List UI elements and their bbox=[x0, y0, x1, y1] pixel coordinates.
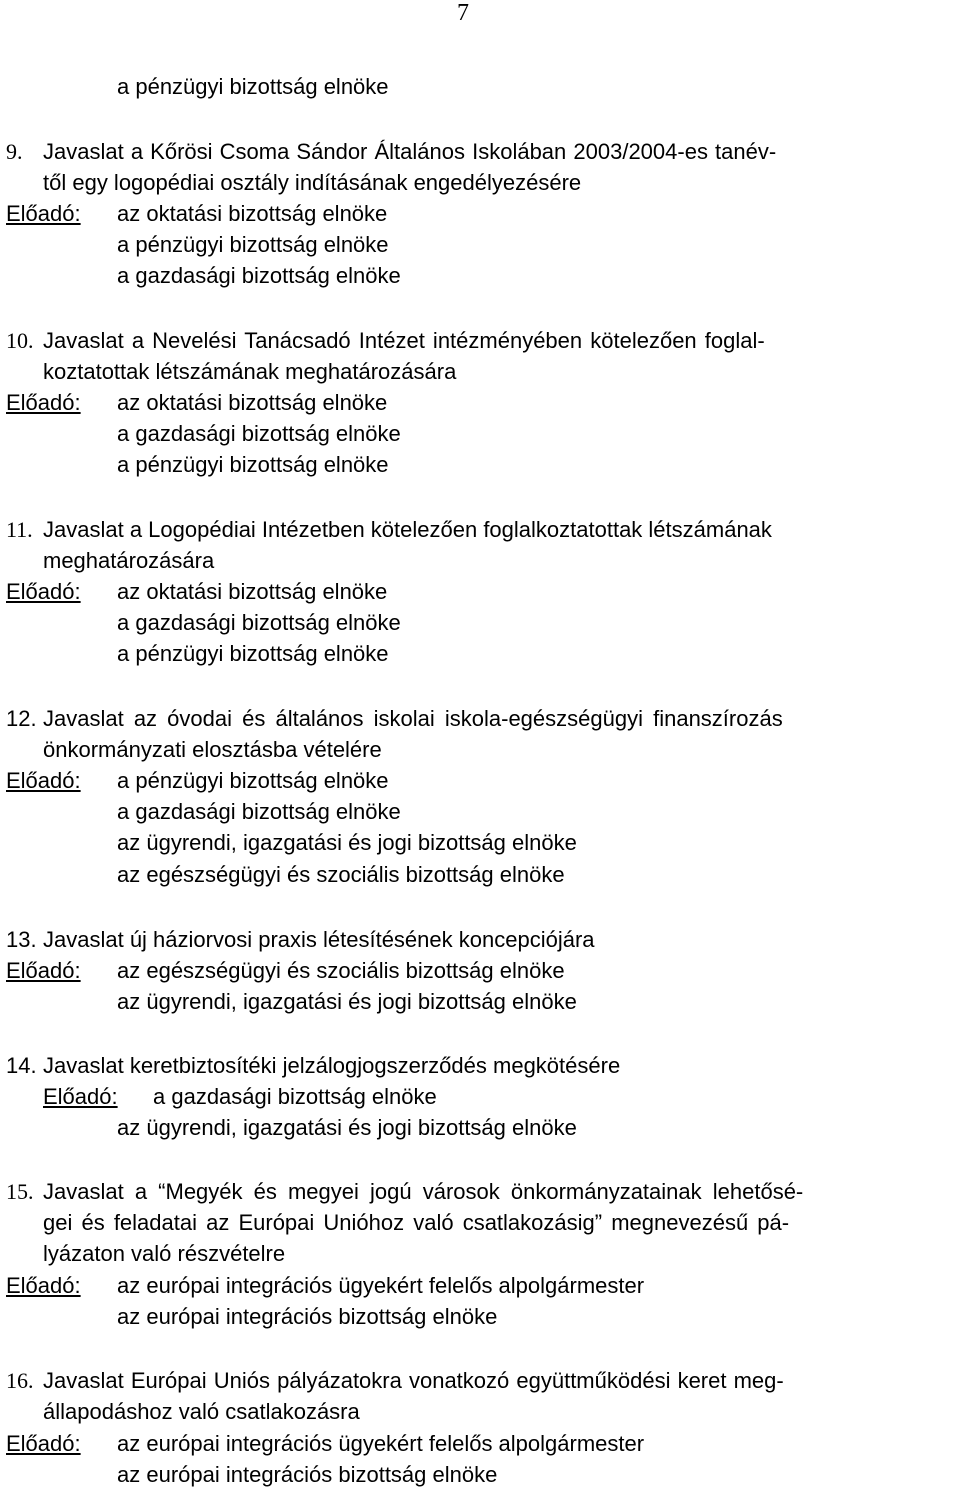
item-title-line: gei és feladatai az Európai Unióhoz való csatlakozásig” megnevezésű pá- bbox=[43, 1210, 790, 1235]
presenter-label: Előadó: bbox=[6, 1431, 81, 1456]
item-title-line: koztatottak létszámának meghatározására bbox=[43, 359, 457, 384]
item-title-line: meghatározására bbox=[43, 548, 215, 573]
presenter-label: Előadó: bbox=[6, 390, 81, 415]
item-title-line: Javaslat új háziorvosi praxis létesítésének koncepciójára bbox=[43, 927, 595, 952]
presenter: a pénzügyi bizottság elnöke bbox=[117, 641, 389, 666]
presenter: a pénzügyi bizottság elnöke bbox=[117, 232, 389, 257]
presenter: az oktatási bizottság elnöke bbox=[117, 579, 388, 604]
presenter: az európai integrációs ügyekért felelős alpolgármester bbox=[117, 1273, 645, 1298]
item-title-line: Javaslat az óvodai és általános iskolai iskola-egészségügyi finanszírozás bbox=[43, 706, 783, 731]
item-title-line: Javaslat a Nevelési Tanácsadó Intézet intézményében kötelezően foglal- bbox=[43, 328, 765, 353]
item-number: 13. bbox=[6, 927, 37, 952]
item-title-line: Javaslat a Logopédiai Intézetben kötelezően foglalkoztatottak létszámának bbox=[43, 517, 772, 542]
item-number: 14. bbox=[6, 1053, 37, 1078]
presenter-label: Előadó: bbox=[6, 1273, 81, 1298]
presenter: az oktatási bizottság elnöke bbox=[117, 390, 388, 415]
presenter-label: Előadó: bbox=[6, 958, 81, 983]
presenter-label: Előadó: bbox=[43, 1084, 118, 1109]
presenter: az egészségügyi és szociális bizottság elnöke bbox=[117, 958, 565, 983]
item-title-line: lyázaton való részvételre bbox=[43, 1241, 286, 1266]
presenter: a gazdasági bizottság elnöke bbox=[117, 799, 401, 824]
item-number: 15. bbox=[6, 1179, 34, 1204]
top-presenter: a pénzügyi bizottság elnöke bbox=[117, 74, 389, 99]
presenter: a gazdasági bizottság elnöke bbox=[153, 1084, 437, 1109]
item-title-line: állapodáshoz való csatlakozásra bbox=[43, 1399, 360, 1424]
presenter: a pénzügyi bizottság elnöke bbox=[117, 452, 389, 477]
item-number: 9. bbox=[6, 139, 23, 164]
presenter: az európai integrációs bizottság elnöke bbox=[117, 1304, 498, 1329]
presenter: a gazdasági bizottság elnöke bbox=[117, 263, 401, 288]
presenter: az oktatási bizottság elnöke bbox=[117, 201, 388, 226]
presenter: a gazdasági bizottság elnöke bbox=[117, 421, 401, 446]
presenter: az egészségügyi és szociális bizottság elnöke bbox=[117, 862, 565, 887]
presenter: a pénzügyi bizottság elnöke bbox=[117, 768, 389, 793]
item-number: 11. bbox=[6, 517, 33, 542]
item-number: 12. bbox=[6, 706, 37, 731]
item-title-line: Javaslat Európai Uniós pályázatokra vonatkozó együttműködési keret meg- bbox=[43, 1368, 784, 1393]
item-title-line: Javaslat a “Megyék és megyei jogú városok önkormányzatainak lehetősé- bbox=[43, 1179, 804, 1204]
presenter: az ügyrendi, igazgatási és jogi bizottság elnöke bbox=[117, 1115, 577, 1140]
presenter: az európai integrációs ügyekért felelős alpolgármester bbox=[117, 1431, 645, 1456]
item-title-line: önkormányzati elosztásba vételére bbox=[43, 737, 382, 762]
presenter: az ügyrendi, igazgatási és jogi bizottság elnöke bbox=[117, 830, 577, 855]
presenter-label: Előadó: bbox=[6, 201, 81, 226]
presenter: az ügyrendi, igazgatási és jogi bizottság elnöke bbox=[117, 989, 577, 1014]
presenter-label: Előadó: bbox=[6, 768, 81, 793]
item-number: 10. bbox=[6, 328, 34, 353]
presenter: az európai integrációs bizottság elnöke bbox=[117, 1462, 498, 1487]
item-title-line: Javaslat keretbiztosítéki jelzálogjogszerződés megkötésére bbox=[43, 1053, 621, 1078]
item-title-line: től egy logopédiai osztály indításának engedélyezésére bbox=[43, 170, 582, 195]
presenter-label: Előadó: bbox=[6, 579, 81, 604]
presenter: a gazdasági bizottság elnöke bbox=[117, 610, 401, 635]
item-title-line: Javaslat a Kőrösi Csoma Sándor Általános Iskolában 2003/2004-es tanév- bbox=[43, 139, 777, 164]
page-number: 7 bbox=[457, 0, 469, 26]
item-number: 16. bbox=[6, 1368, 34, 1393]
